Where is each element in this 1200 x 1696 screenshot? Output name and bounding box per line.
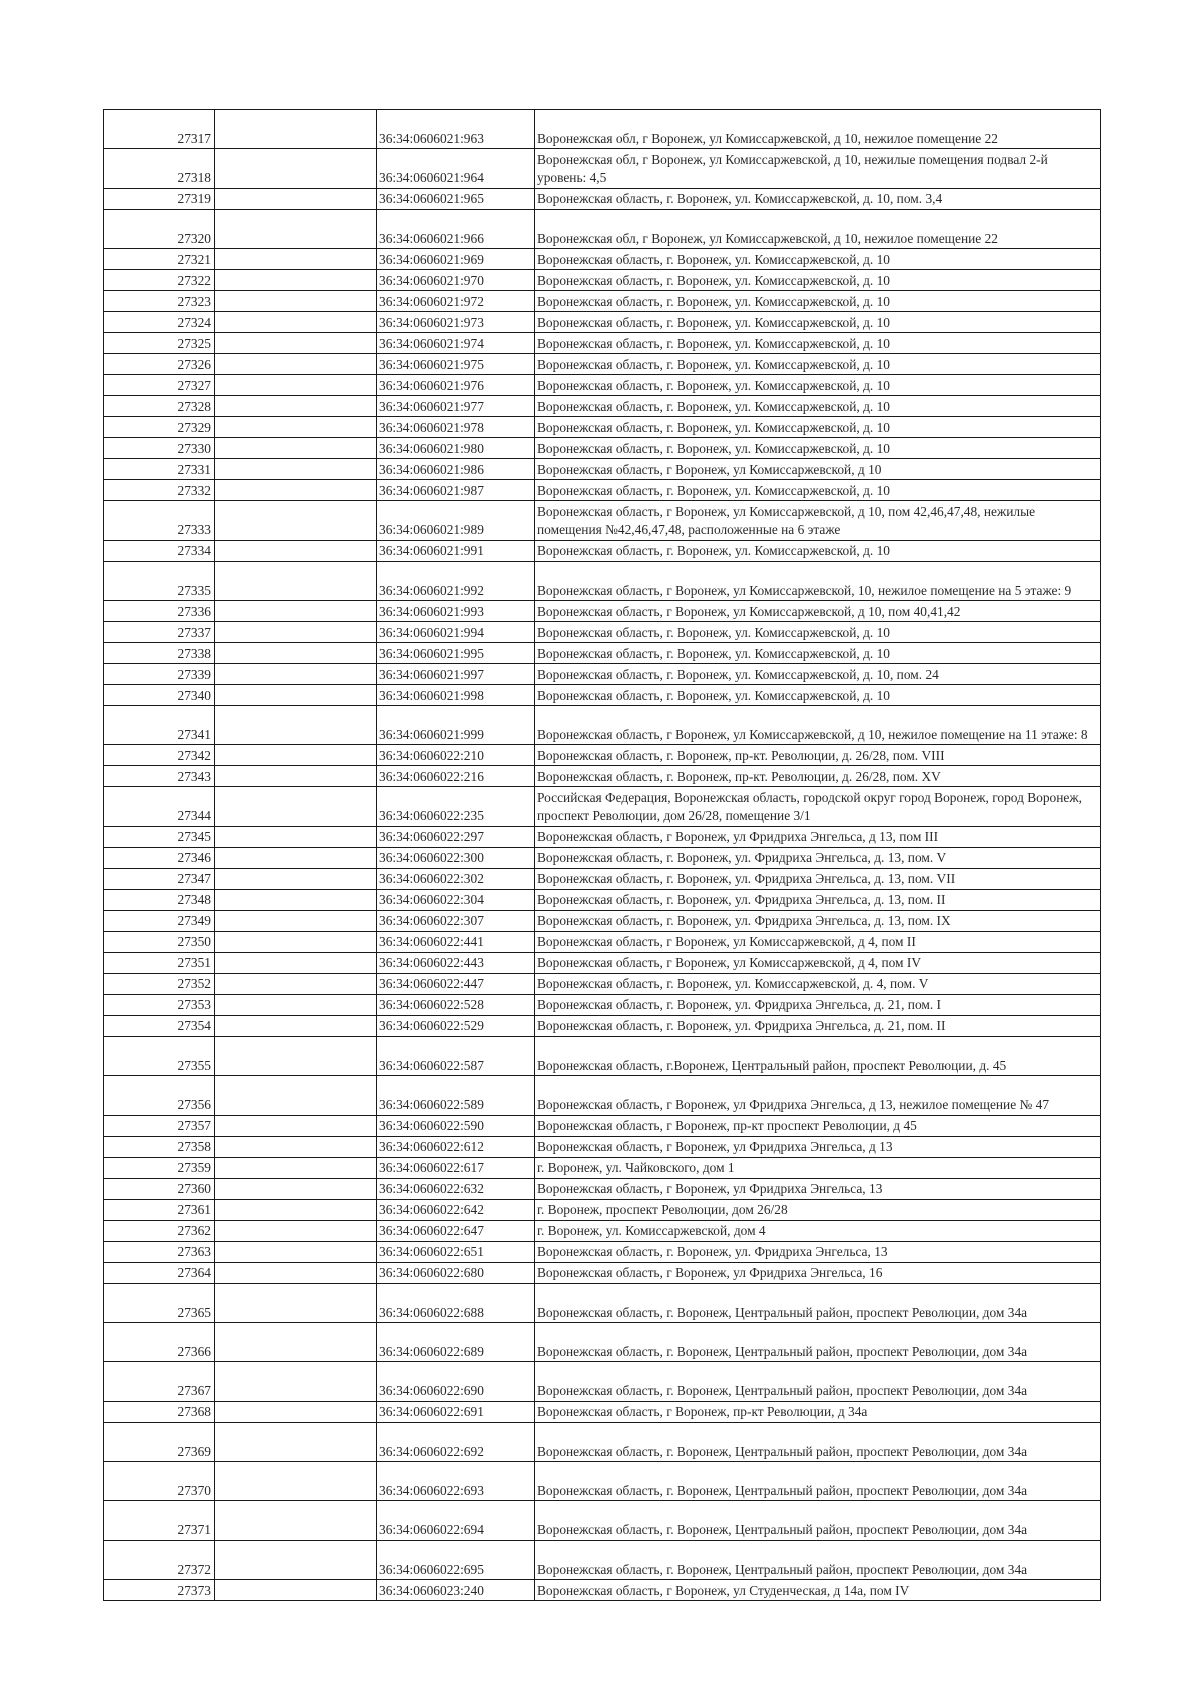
table-row <box>104 684 1101 705</box>
cadastral-number-cell: 36:34:0606022:651 <box>377 1241 535 1262</box>
empty-cell <box>215 312 377 333</box>
table-row <box>104 745 1101 766</box>
empty-cell <box>215 110 377 149</box>
table-row <box>104 766 1101 787</box>
cadastral-number-cell: 36:34:0606023:240 <box>377 1580 535 1601</box>
address-cell: Воронежская область, г. Воронеж, пр-кт. Революции, д. 26/28, пом. VIII <box>535 745 1101 766</box>
empty-cell <box>215 1178 377 1199</box>
address-cell: Воронежская область, г. Воронеж, ул. Фридриха Энгельса, д. 13, пом. II <box>535 889 1101 910</box>
row-number-cell: 27345 <box>104 826 215 847</box>
cadastral-number-cell: 36:34:0606022:216 <box>377 766 535 787</box>
row-number-cell: 27320 <box>104 209 215 248</box>
table-row <box>104 1462 1101 1501</box>
table-row <box>104 663 1101 684</box>
table-row <box>104 1322 1101 1361</box>
address-cell: Воронежская обл, г Воронеж, ул Комиссаржевской, д 10, нежилое помещение 22 <box>535 209 1101 248</box>
address-cell: Воронежская область, г Воронеж, ул Комиссаржевской, д 4, пом IV <box>535 952 1101 973</box>
empty-cell <box>215 1015 377 1036</box>
cadastral-number-cell: 36:34:0606021:964 <box>377 149 535 188</box>
empty-cell <box>215 787 377 826</box>
address-cell: Воронежская область, г. Воронеж, ул. Фридриха Энгельса, 13 <box>535 1241 1101 1262</box>
address-cell: Воронежская область, г. Воронеж, ул. Фридриха Энгельса, д. 21, пом. I <box>535 994 1101 1015</box>
row-number-cell: 27372 <box>104 1540 215 1579</box>
cadastral-number-cell: 36:34:0606021:991 <box>377 540 535 561</box>
table-row <box>104 354 1101 375</box>
table-row <box>104 438 1101 459</box>
empty-cell <box>215 1199 377 1220</box>
row-number-cell: 27369 <box>104 1422 215 1461</box>
table-row <box>104 973 1101 994</box>
row-number-cell: 27362 <box>104 1220 215 1241</box>
address-cell: Воронежская область, г. Воронеж, Центральный район, проспект Революции, дом 34а <box>535 1540 1101 1579</box>
cadastral-number-cell: 36:34:0606021:998 <box>377 684 535 705</box>
row-number-cell: 27340 <box>104 684 215 705</box>
cadastral-number-cell: 36:34:0606022:693 <box>377 1462 535 1501</box>
empty-cell <box>215 705 377 744</box>
row-number-cell: 27335 <box>104 561 215 600</box>
address-cell: Воронежская область, г. Воронеж, пр-кт. Революции, д. 26/28, пом. XV <box>535 766 1101 787</box>
empty-cell <box>215 1580 377 1601</box>
cadastral-number-cell: 36:34:0606021:992 <box>377 561 535 600</box>
empty-cell <box>215 561 377 600</box>
row-number-cell: 27370 <box>104 1462 215 1501</box>
cadastral-number-cell: 36:34:0606022:647 <box>377 1220 535 1241</box>
address-cell: Воронежская область, г Воронеж, ул Комиссаржевской, д 10, нежилое помещение на 11 этаже: 8 <box>535 705 1101 744</box>
cadastral-number-cell: 36:34:0606022:307 <box>377 910 535 931</box>
empty-cell <box>215 1322 377 1361</box>
cadastral-number-cell: 36:34:0606021:973 <box>377 312 535 333</box>
empty-cell <box>215 621 377 642</box>
address-cell: г. Воронеж, ул. Чайковского, дом 1 <box>535 1157 1101 1178</box>
cadastral-number-cell: 36:34:0606022:447 <box>377 973 535 994</box>
row-number-cell: 27356 <box>104 1076 215 1115</box>
address-cell: Воронежская область, г Воронеж, ул Комиссаржевской, 10, нежилое помещение на 5 этаже: 9 <box>535 561 1101 600</box>
row-number-cell: 27371 <box>104 1501 215 1540</box>
row-number-cell: 27342 <box>104 745 215 766</box>
cadastral-number-cell: 36:34:0606021:993 <box>377 600 535 621</box>
cadastral-number-cell: 36:34:0606022:617 <box>377 1157 535 1178</box>
row-number-cell: 27361 <box>104 1199 215 1220</box>
table-row <box>104 1401 1101 1422</box>
empty-cell <box>215 354 377 375</box>
row-number-cell: 27348 <box>104 889 215 910</box>
table-row <box>104 249 1101 270</box>
table-row <box>104 952 1101 973</box>
table-row <box>104 1178 1101 1199</box>
table-row <box>104 705 1101 744</box>
empty-cell <box>215 600 377 621</box>
empty-cell <box>215 1115 377 1136</box>
address-cell: Воронежская область, г. Воронеж, ул. Комиссаржевской, д. 10, пом. 24 <box>535 663 1101 684</box>
row-number-cell: 27343 <box>104 766 215 787</box>
address-cell: Воронежская область, г Воронеж, ул Фридриха Энгельса, д 13 <box>535 1136 1101 1157</box>
address-cell: Воронежская область, г Воронеж, ул Фридриха Энгельса, 16 <box>535 1262 1101 1283</box>
row-number-cell: 27365 <box>104 1283 215 1322</box>
cadastral-number-cell: 36:34:0606021:965 <box>377 188 535 209</box>
empty-cell <box>215 642 377 663</box>
table-row <box>104 1540 1101 1579</box>
table-row <box>104 1076 1101 1115</box>
address-cell: Воронежская область, г. Воронеж, ул. Комиссаржевской, д. 10 <box>535 642 1101 663</box>
empty-cell <box>215 910 377 931</box>
empty-cell <box>215 1501 377 1540</box>
row-number-cell: 27328 <box>104 396 215 417</box>
table-row <box>104 787 1101 826</box>
table-row <box>104 889 1101 910</box>
address-cell: Воронежская область, г. Воронеж, ул. Фридриха Энгельса, д. 13, пом. V <box>535 847 1101 868</box>
cadastral-number-cell: 36:34:0606022:587 <box>377 1036 535 1075</box>
empty-cell <box>215 1540 377 1579</box>
empty-cell <box>215 1262 377 1283</box>
empty-cell <box>215 745 377 766</box>
row-number-cell: 27360 <box>104 1178 215 1199</box>
table-row <box>104 1220 1101 1241</box>
empty-cell <box>215 847 377 868</box>
row-number-cell: 27332 <box>104 480 215 501</box>
row-number-cell: 27317 <box>104 110 215 149</box>
row-number-cell: 27373 <box>104 1580 215 1601</box>
cadastral-number-cell: 36:34:0606021:974 <box>377 333 535 354</box>
empty-cell <box>215 209 377 248</box>
cadastral-number-cell: 36:34:0606021:995 <box>377 642 535 663</box>
empty-cell <box>215 952 377 973</box>
empty-cell <box>215 1220 377 1241</box>
cadastral-number-cell: 36:34:0606021:999 <box>377 705 535 744</box>
address-cell: Воронежская область, г. Воронеж, ул. Комиссаржевской, д. 10 <box>535 249 1101 270</box>
table-row <box>104 1283 1101 1322</box>
address-cell: Воронежская область, г Воронеж, ул Комиссаржевской, д 10, пом 40,41,42 <box>535 600 1101 621</box>
address-cell: Воронежская область, г. Воронеж, ул. Комиссаржевской, д. 10 <box>535 375 1101 396</box>
cadastral-number-cell: 36:34:0606022:691 <box>377 1401 535 1422</box>
cadastral-number-cell: 36:34:0606022:690 <box>377 1362 535 1401</box>
row-number-cell: 27321 <box>104 249 215 270</box>
address-cell: Воронежская область, г. Воронеж, ул. Комиссаржевской, д. 10 <box>535 480 1101 501</box>
address-cell: Воронежская область, г. Воронеж, Центральный район, проспект Революции, дом 34а <box>535 1322 1101 1361</box>
cadastral-number-cell: 36:34:0606021:966 <box>377 209 535 248</box>
registry-body <box>104 110 1101 1601</box>
row-number-cell: 27344 <box>104 787 215 826</box>
address-cell: Воронежская область, г. Воронеж, Центральный район, проспект Революции, дом 34а <box>535 1422 1101 1461</box>
table-row <box>104 1157 1101 1178</box>
cadastral-number-cell: 36:34:0606021:997 <box>377 663 535 684</box>
cadastral-number-cell: 36:34:0606021:987 <box>377 480 535 501</box>
table-row <box>104 600 1101 621</box>
table-row <box>104 396 1101 417</box>
empty-cell <box>215 149 377 188</box>
cadastral-number-cell: 36:34:0606022:695 <box>377 1540 535 1579</box>
table-row <box>104 642 1101 663</box>
empty-cell <box>215 1283 377 1322</box>
table-row <box>104 826 1101 847</box>
cadastral-number-cell: 36:34:0606022:529 <box>377 1015 535 1036</box>
empty-cell <box>215 1136 377 1157</box>
table-row <box>104 561 1101 600</box>
row-number-cell: 27327 <box>104 375 215 396</box>
address-cell: Воронежская область, г.Воронеж, Центральный район, проспект Революции, д. 45 <box>535 1036 1101 1075</box>
cadastral-number-cell: 36:34:0606022:632 <box>377 1178 535 1199</box>
table-row <box>104 994 1101 1015</box>
cadastral-number-cell: 36:34:0606022:688 <box>377 1283 535 1322</box>
empty-cell <box>215 1422 377 1461</box>
table-row <box>104 1015 1101 1036</box>
address-cell: Воронежская область, г. Воронеж, ул. Комиссаржевской, д. 10, пом. 3,4 <box>535 188 1101 209</box>
address-cell: Воронежская обл, г Воронеж, ул Комиссаржевской, д 10, нежилые помещения подвал 2-й уровень: 4,5 <box>535 149 1101 188</box>
row-number-cell: 27359 <box>104 1157 215 1178</box>
address-cell: Воронежская область, г Воронеж, ул Студенческая, д 14а, пом IV <box>535 1580 1101 1601</box>
table-row <box>104 312 1101 333</box>
empty-cell <box>215 249 377 270</box>
address-cell: Воронежская область, г. Воронеж, ул. Фридриха Энгельса, д. 21, пом. II <box>535 1015 1101 1036</box>
row-number-cell: 27334 <box>104 540 215 561</box>
row-number-cell: 27351 <box>104 952 215 973</box>
table-row <box>104 110 1101 149</box>
table-row <box>104 1199 1101 1220</box>
cadastral-number-cell: 36:34:0606022:443 <box>377 952 535 973</box>
table-row <box>104 1580 1101 1601</box>
address-cell: Воронежская область, г. Воронеж, Центральный район, проспект Революции, дом 34а <box>535 1501 1101 1540</box>
row-number-cell: 27347 <box>104 868 215 889</box>
row-number-cell: 27364 <box>104 1262 215 1283</box>
empty-cell <box>215 291 377 312</box>
table-row <box>104 1362 1101 1401</box>
row-number-cell: 27350 <box>104 931 215 952</box>
property-registry-table <box>103 109 1101 1601</box>
empty-cell <box>215 826 377 847</box>
empty-cell <box>215 396 377 417</box>
address-cell: Воронежская область, г Воронеж, ул Комиссаржевской, д 10 <box>535 459 1101 480</box>
row-number-cell: 27346 <box>104 847 215 868</box>
address-cell: Воронежская область, г. Воронеж, Центральный район, проспект Революции, дом 34а <box>535 1462 1101 1501</box>
empty-cell <box>215 540 377 561</box>
row-number-cell: 27330 <box>104 438 215 459</box>
cadastral-number-cell: 36:34:0606022:302 <box>377 868 535 889</box>
cadastral-number-cell: 36:34:0606022:297 <box>377 826 535 847</box>
row-number-cell: 27341 <box>104 705 215 744</box>
cadastral-number-cell: 36:34:0606021:972 <box>377 291 535 312</box>
cadastral-number-cell: 36:34:0606022:210 <box>377 745 535 766</box>
cadastral-number-cell: 36:34:0606021:978 <box>377 417 535 438</box>
table-row <box>104 375 1101 396</box>
table-row <box>104 149 1101 188</box>
row-number-cell: 27323 <box>104 291 215 312</box>
address-cell: Воронежская область, г. Воронеж, ул. Комиссаржевской, д. 10 <box>535 417 1101 438</box>
empty-cell <box>215 1241 377 1262</box>
cadastral-number-cell: 36:34:0606022:589 <box>377 1076 535 1115</box>
address-cell: Воронежская область, г Воронеж, ул Фридриха Энгельса, д 13, нежилое помещение № 47 <box>535 1076 1101 1115</box>
empty-cell <box>215 663 377 684</box>
empty-cell <box>215 438 377 459</box>
row-number-cell: 27358 <box>104 1136 215 1157</box>
row-number-cell: 27318 <box>104 149 215 188</box>
address-cell: Воронежская обл, г Воронеж, ул Комиссаржевской, д 10, нежилое помещение 22 <box>535 110 1101 149</box>
address-cell: Воронежская область, г Воронеж, ул Комиссаржевской, д 10, пом 42,46,47,48, нежилые помещения №42,46,47,48, расположенные на 6 этаже <box>535 501 1101 540</box>
cadastral-number-cell: 36:34:0606021:994 <box>377 621 535 642</box>
address-cell: Воронежская область, г. Воронеж, ул. Комиссаржевской, д. 10 <box>535 396 1101 417</box>
address-cell: Воронежская область, г Воронеж, ул Комиссаржевской, д 4, пом II <box>535 931 1101 952</box>
table-row <box>104 1036 1101 1075</box>
cadastral-number-cell: 36:34:0606021:975 <box>377 354 535 375</box>
cadastral-number-cell: 36:34:0606021:977 <box>377 396 535 417</box>
row-number-cell: 27339 <box>104 663 215 684</box>
address-cell: Воронежская область, г. Воронеж, ул. Комиссаржевской, д. 10 <box>535 270 1101 291</box>
row-number-cell: 27367 <box>104 1362 215 1401</box>
empty-cell <box>215 1462 377 1501</box>
address-cell: Воронежская область, г. Воронеж, ул. Комиссаржевской, д. 10 <box>535 354 1101 375</box>
row-number-cell: 27324 <box>104 312 215 333</box>
address-cell: г. Воронеж, проспект Революции, дом 26/28 <box>535 1199 1101 1220</box>
cadastral-number-cell: 36:34:0606021:989 <box>377 501 535 540</box>
table-row <box>104 270 1101 291</box>
cadastral-number-cell: 36:34:0606022:528 <box>377 994 535 1015</box>
cadastral-number-cell: 36:34:0606022:694 <box>377 1501 535 1540</box>
address-cell: Российская Федерация, Воронежская область, городской округ город Воронеж, город Воронеж, проспект Революции, дом 26/28, помещение 3/1 <box>535 787 1101 826</box>
address-cell: Воронежская область, г. Воронеж, ул. Комиссаржевской, д. 10 <box>535 312 1101 333</box>
table-row <box>104 417 1101 438</box>
row-number-cell: 27325 <box>104 333 215 354</box>
table-row <box>104 480 1101 501</box>
cadastral-number-cell: 36:34:0606022:680 <box>377 1262 535 1283</box>
table-row <box>104 847 1101 868</box>
cadastral-number-cell: 36:34:0606022:642 <box>377 1199 535 1220</box>
empty-cell <box>215 270 377 291</box>
table-row <box>104 910 1101 931</box>
cadastral-number-cell: 36:34:0606022:689 <box>377 1322 535 1361</box>
address-cell: Воронежская область, г. Воронеж, ул. Комиссаржевской, д. 10 <box>535 333 1101 354</box>
table-row <box>104 1241 1101 1262</box>
cadastral-number-cell: 36:34:0606022:300 <box>377 847 535 868</box>
table-row <box>104 459 1101 480</box>
row-number-cell: 27329 <box>104 417 215 438</box>
row-number-cell: 27352 <box>104 973 215 994</box>
cadastral-number-cell: 36:34:0606022:441 <box>377 931 535 952</box>
address-cell: Воронежская область, г. Воронеж, ул. Комиссаржевской, д. 4, пом. V <box>535 973 1101 994</box>
table-row <box>104 931 1101 952</box>
empty-cell <box>215 333 377 354</box>
row-number-cell: 27336 <box>104 600 215 621</box>
row-number-cell: 27355 <box>104 1036 215 1075</box>
row-number-cell: 27363 <box>104 1241 215 1262</box>
cadastral-number-cell: 36:34:0606022:612 <box>377 1136 535 1157</box>
cadastral-number-cell: 36:34:0606021:986 <box>377 459 535 480</box>
table-row <box>104 868 1101 889</box>
table-row <box>104 1115 1101 1136</box>
address-cell: Воронежская область, г. Воронеж, ул. Комиссаржевской, д. 10 <box>535 291 1101 312</box>
row-number-cell: 27366 <box>104 1322 215 1361</box>
row-number-cell: 27338 <box>104 642 215 663</box>
address-cell: Воронежская область, г. Воронеж, ул. Комиссаржевской, д. 10 <box>535 621 1101 642</box>
address-cell: Воронежская область, г. Воронеж, Центральный район, проспект Революции, дом 34а <box>535 1283 1101 1322</box>
cadastral-number-cell: 36:34:0606022:304 <box>377 889 535 910</box>
row-number-cell: 27354 <box>104 1015 215 1036</box>
empty-cell <box>215 889 377 910</box>
address-cell: Воронежская область, г Воронеж, ул Фридриха Энгельса, 13 <box>535 1178 1101 1199</box>
empty-cell <box>215 1157 377 1178</box>
row-number-cell: 27326 <box>104 354 215 375</box>
cadastral-number-cell: 36:34:0606022:692 <box>377 1422 535 1461</box>
row-number-cell: 27331 <box>104 459 215 480</box>
empty-cell <box>215 1362 377 1401</box>
empty-cell <box>215 501 377 540</box>
row-number-cell: 27333 <box>104 501 215 540</box>
row-number-cell: 27337 <box>104 621 215 642</box>
table-row <box>104 1136 1101 1157</box>
address-cell: Воронежская область, г. Воронеж, ул. Комиссаржевской, д. 10 <box>535 684 1101 705</box>
row-number-cell: 27357 <box>104 1115 215 1136</box>
address-cell: Воронежская область, г. Воронеж, Центральный район, проспект Революции, дом 34а <box>535 1362 1101 1401</box>
cadastral-number-cell: 36:34:0606022:590 <box>377 1115 535 1136</box>
cadastral-number-cell: 36:34:0606021:969 <box>377 249 535 270</box>
address-cell: Воронежская область, г. Воронеж, ул. Фридриха Энгельса, д. 13, пом. IX <box>535 910 1101 931</box>
address-cell: Воронежская область, г. Воронеж, ул. Комиссаржевской, д. 10 <box>535 438 1101 459</box>
address-cell: Воронежская область, г. Воронеж, ул. Комиссаржевской, д. 10 <box>535 540 1101 561</box>
table-row <box>104 291 1101 312</box>
address-cell: Воронежская область, г Воронеж, пр-кт Революции, д 34а <box>535 1401 1101 1422</box>
empty-cell <box>215 480 377 501</box>
address-cell: г. Воронеж, ул. Комиссаржевской, дом 4 <box>535 1220 1101 1241</box>
empty-cell <box>215 868 377 889</box>
table-row <box>104 540 1101 561</box>
cadastral-number-cell: 36:34:0606022:235 <box>377 787 535 826</box>
address-cell: Воронежская область, г Воронеж, ул Фридриха Энгельса, д 13, пом III <box>535 826 1101 847</box>
table-row <box>104 1501 1101 1540</box>
row-number-cell: 27368 <box>104 1401 215 1422</box>
table-row <box>104 209 1101 248</box>
cadastral-number-cell: 36:34:0606021:980 <box>377 438 535 459</box>
row-number-cell: 27353 <box>104 994 215 1015</box>
table-row <box>104 1262 1101 1283</box>
empty-cell <box>215 973 377 994</box>
address-cell: Воронежская область, г Воронеж, пр-кт проспект Революции, д 45 <box>535 1115 1101 1136</box>
empty-cell <box>215 766 377 787</box>
address-cell: Воронежская область, г. Воронеж, ул. Фридриха Энгельса, д. 13, пом. VII <box>535 868 1101 889</box>
empty-cell <box>215 417 377 438</box>
empty-cell <box>215 188 377 209</box>
empty-cell <box>215 1401 377 1422</box>
empty-cell <box>215 684 377 705</box>
cadastral-number-cell: 36:34:0606021:963 <box>377 110 535 149</box>
empty-cell <box>215 1076 377 1115</box>
empty-cell <box>215 931 377 952</box>
table-row <box>104 1422 1101 1461</box>
empty-cell <box>215 1036 377 1075</box>
row-number-cell: 27319 <box>104 188 215 209</box>
cadastral-number-cell: 36:34:0606021:970 <box>377 270 535 291</box>
table-row <box>104 501 1101 540</box>
table-row <box>104 188 1101 209</box>
empty-cell <box>215 459 377 480</box>
table-row <box>104 621 1101 642</box>
cadastral-number-cell: 36:34:0606021:976 <box>377 375 535 396</box>
table-row <box>104 333 1101 354</box>
row-number-cell: 27322 <box>104 270 215 291</box>
empty-cell <box>215 375 377 396</box>
empty-cell <box>215 994 377 1015</box>
row-number-cell: 27349 <box>104 910 215 931</box>
